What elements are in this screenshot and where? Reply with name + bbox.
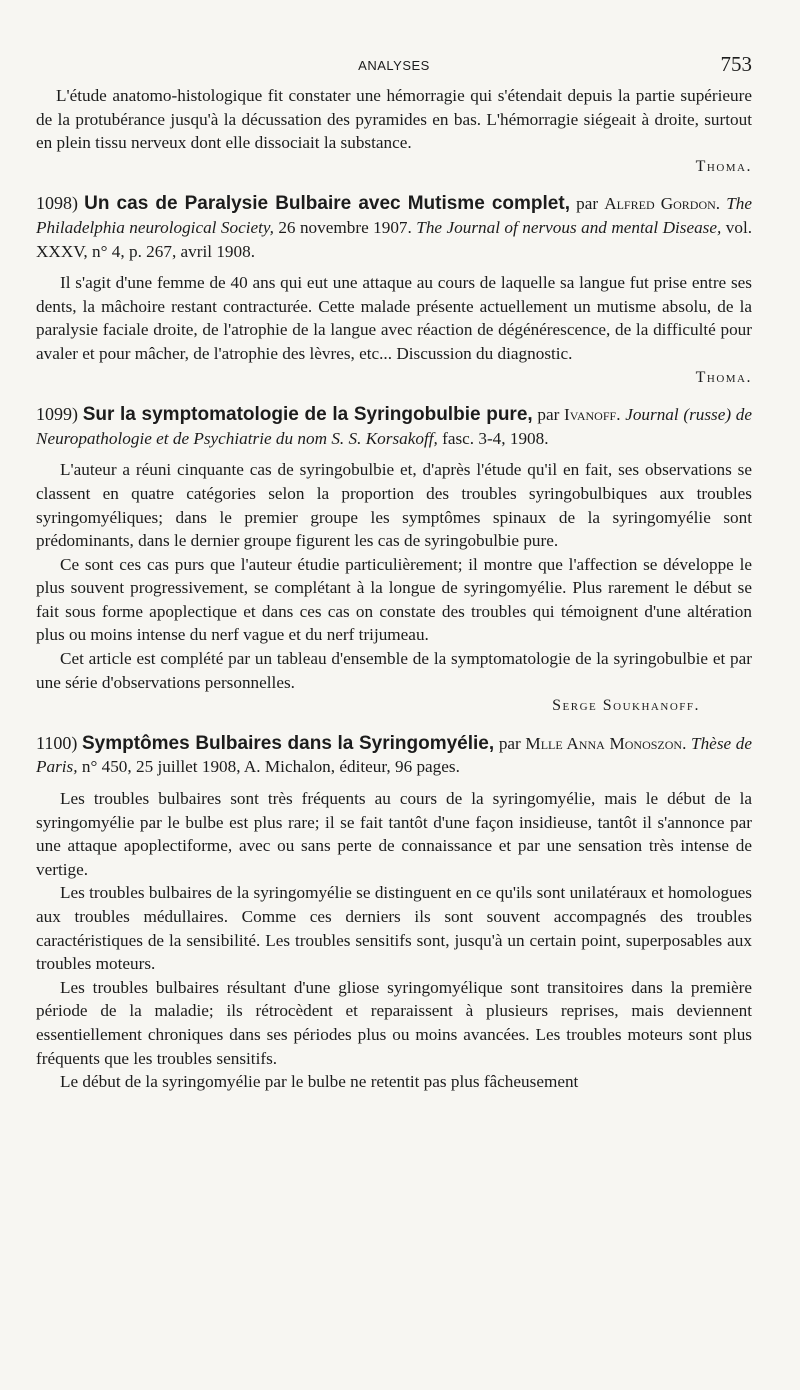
entry-number: 1099) bbox=[36, 404, 78, 425]
entry-details: fasc. 3-4, 1908. bbox=[442, 428, 549, 448]
document-page bbox=[36, 50, 752, 1094]
entry-author: Alfred Gordon. bbox=[604, 194, 721, 214]
author-prefix: par bbox=[498, 733, 521, 753]
entry-paragraph: Cet article est complété par un tableau d'ensemble de la symptomatologie de la syringobulbie et par une série d'observations personnelles. bbox=[36, 649, 752, 692]
entry-signature: Thoma. bbox=[695, 368, 752, 386]
entry-paragraph: Les troubles bulbaires sont très fréquents au cours de la syringomyélie, mais le début de la syringomyélie par le bulbe est plus rare; il se fait tantôt d'une façon insidieuse, tantôt il s'annonce par une attaque apoplectiforme, avec ou sans perte de connaissance et par une sensation très intense de vertige. bbox=[36, 789, 752, 879]
author-prefix: par bbox=[537, 405, 560, 425]
page-header bbox=[36, 50, 752, 84]
page-number: 753 bbox=[720, 52, 752, 76]
entry-heading bbox=[36, 192, 752, 263]
entry-1098 bbox=[36, 192, 752, 389]
intro-signature: Thoma. bbox=[695, 157, 752, 175]
entry-paragraph: Ce sont ces cas purs que l'auteur étudie particulièrement; il montre que l'affection se développe le plus souvent progressivement, se complétant à la longue de syringomyélie. Plus rarement le début se fait sous forme apoplectique et dans ces cas on constate des troubles qui témoignent d'une altération plus ou moins intense du nerf vague et du nerf trijumeau. bbox=[36, 554, 752, 645]
entry-number: 1100) bbox=[36, 732, 78, 753]
entry-body bbox=[36, 787, 752, 1094]
entry-paragraph: Les troubles bulbaires de la syringomyélie se distinguent en ce qu'ils sont unilatéraux et homologues aux troubles médullaires. Comme ces derniers ils sont souvent accompagnés des troubles caractéristiques de la sensibilité. Les troubles sensitifs sont, jusqu'à un certain point, superposables aux troubles moteurs. bbox=[36, 883, 752, 974]
entry-title: Sur la symptomatologie de la Syringobulbie pure, bbox=[82, 404, 533, 426]
intro-paragraph: L'étude anatomo-histologique fit constater une hémorragie qui s'étendait depuis la partie supérieure de la protubérance jusqu'à la décussation des pyramides en bas. L'hémorragie siégeait à droite, surtout en plein tissu nerveux dont elle dissociait la substance. bbox=[36, 86, 752, 153]
entry-heading bbox=[36, 732, 752, 779]
entry-journal-2: The Journal of nervous and mental Disease, bbox=[416, 217, 722, 237]
entry-number: 1098) bbox=[36, 193, 78, 214]
entry-heading bbox=[36, 403, 752, 450]
intro-block bbox=[36, 84, 752, 178]
entry-title: Un cas de Paralysie Bulbaire avec Mutisme complet, bbox=[84, 193, 570, 215]
entry-journal: The Philadelphia neurological Society, bbox=[36, 194, 753, 237]
entry-journal: Journal (russe) de Neuropathologie et de Psychiatrie du nom S. S. Korsakoff, bbox=[36, 405, 752, 448]
entry-1100 bbox=[36, 732, 752, 1094]
running-head: ANALYSES bbox=[358, 58, 430, 73]
entry-details: n° 450, 25 juillet 1908, A. Michalon, éditeur, 96 pages. bbox=[81, 757, 460, 777]
entry-signature: Serge Soukhanoff. bbox=[552, 697, 700, 715]
entry-title: Symptômes Bulbaires dans la Syringomyélie, bbox=[81, 732, 495, 754]
entry-paragraph: Il s'agit d'une femme de 40 ans qui eut une attaque au cours de laquelle sa langue fut prise entre ses dents, la mâchoire restant contracturée. Cette malade présente actuellement un mutisme absolu, de la paralysie faciale droite, de l'atrophie de la langue avec réaction de dégénérescence, de la difficulté pour avaler et pour mâcher, de l'atrophie des lèvres, etc... Discussion du diagnostic. bbox=[36, 273, 752, 363]
author-prefix: par bbox=[576, 194, 599, 214]
entry-author: Mlle Anna Monoszon. bbox=[525, 733, 687, 753]
entry-body bbox=[36, 458, 752, 694]
entry-details: 26 novembre 1907. bbox=[278, 217, 412, 237]
entry-body bbox=[36, 271, 752, 365]
entry-paragraph: Les troubles bulbaires résultant d'une gliose syringomyélique sont transitoires dans la première période de la maladie; ils rétrocèdent et reparaissent à plusieurs reprises, mais deviennent essentiellement chroniques dans ses périodes plus ou moins avancées. Les troubles moteurs sont plus fréquents que les troubles sensitifs. bbox=[36, 977, 752, 1068]
entry-author: Ivanoff. bbox=[564, 405, 621, 425]
entry-paragraph: L'auteur a réuni cinquante cas de syringobulbie et, d'après l'étude qu'il en fait, ses observations se classent en quatre catégories selon la proportion des troubles syringobulbiques aux troubles syringomyéliques; dans le premier groupe les symptômes spinaux de la syringomyélie sont prédominants, dans le dernier groupe figurent les cas de syringobulbie pure. bbox=[36, 460, 752, 551]
entry-journal: Thèse de Paris, bbox=[36, 733, 753, 777]
entry-details-2: vol. XXXV, n° 4, p. 267, avril 1908. bbox=[36, 217, 753, 261]
entry-paragraph: Le début de la syringomyélie par le bulbe ne retentit pas plus fâcheusement bbox=[60, 1072, 579, 1092]
entry-1099 bbox=[36, 403, 752, 718]
